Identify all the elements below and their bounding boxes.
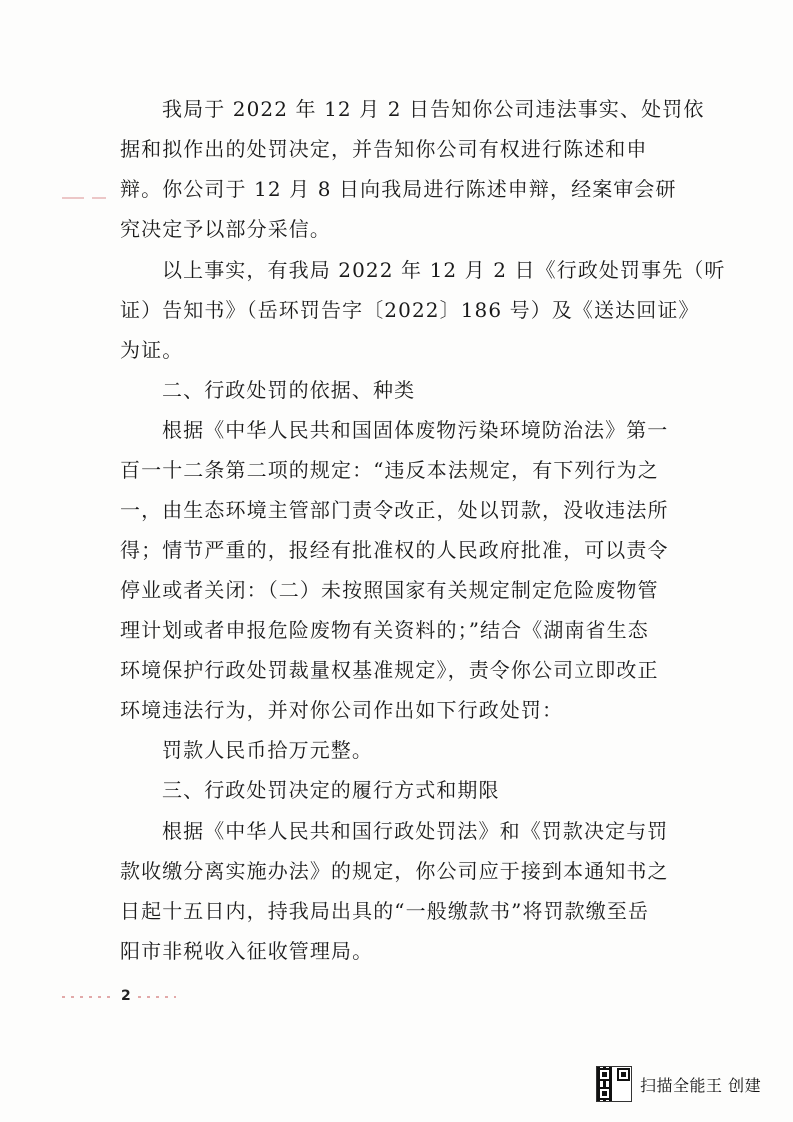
scan-mark [138,996,176,998]
paragraph-line: 根据《中华人民共和国固体废物污染环境防治法》第一 [162,418,669,442]
paragraph-line: 据和拟作出的处罚决定，并告知你公司有权进行陈述和申 [120,137,648,161]
section-heading: 二、行政处罚的依据、种类 [162,378,416,402]
section-heading: 三、行政处罚决定的履行方式和期限 [162,778,500,802]
paragraph-line: 日起十五日内，持我局出具的“一般缴款书”将罚款缴至岳 [120,899,650,923]
qr-code-icon [596,1066,632,1102]
paragraph-line: 环境违法行为，并对你公司作出如下行政处罚： [120,698,564,722]
paragraph-line: 我局于 2022 年 12 月 2 日告知你公司违法事实、处罚依 [162,97,705,121]
watermark-text: 扫描全能王 创建 [640,1075,762,1095]
paragraph-line: 环境保护行政处罚裁量权基准规定》，责令你公司立即改正 [120,658,659,682]
paragraph-line: 根据《中华人民共和国行政处罚法》和《罚款决定与罚 [162,819,669,843]
scan-mark [62,197,84,199]
paragraph-line: 究决定予以部分采信。 [120,217,331,241]
paragraph-line: 停业或者关闭：（二）未按照国家有关规定制定危险废物管 [120,578,659,602]
paragraph-line: 辩。你公司于 12 月 8 日向我局进行陈述申辩，经案审会研 [120,177,677,201]
scanner-watermark [596,1066,761,1102]
page-number: 2 [121,988,131,1004]
paragraph-line: 阳市非税收入征收管理局。 [120,939,374,963]
paragraph-line: 得；情节严重的，报经有批准权的人民政府批准，可以责令 [120,538,669,562]
paragraph-line: 证）告知书》（岳环罚告字〔2022〕186 号）及《送达回证》 [120,298,700,322]
paragraph-line: 理计划或者申报危险废物有关资料的；”结合《湖南省生态 [120,618,649,642]
paragraph-line: 百一十二条第二项的规定：“违反本法规定，有下列行为之 [120,458,659,482]
paragraph-line: 款收缴分离实施办法》的规定，你公司应于接到本通知书之 [120,859,669,883]
paragraph-line: 为证。 [120,338,184,362]
paragraph-line: 以上事实，有我局 2022 年 12 月 2 日《行政处罚事先（听 [162,258,726,282]
paragraph-line: 一，由生态环境主管部门责令改正，处以罚款，没收违法所 [120,498,669,522]
penalty-amount: 罚款人民币拾万元整。 [162,738,373,762]
scan-mark [62,996,114,998]
scan-mark [92,197,106,199]
